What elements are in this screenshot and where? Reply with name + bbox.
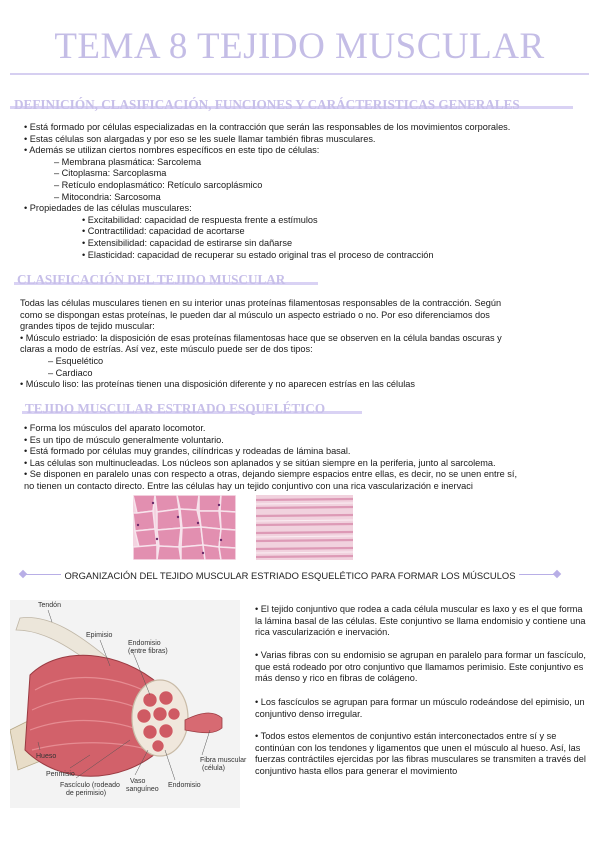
section-heading-estriado: TEJIDO MUSCULAR ESTRIADO ESQUELÉTICO bbox=[25, 401, 326, 416]
label-tendon: Tendón bbox=[38, 602, 61, 609]
paragraph-line: • Músculo liso: las proteínas tienen una disposición diferente y no aparecen estrías en las células bbox=[20, 379, 415, 390]
list-item: – Citoplasma: Sarcoplasma bbox=[54, 168, 167, 179]
label-endomisio-sub: (entre fibras) bbox=[128, 648, 168, 655]
list-item: – Cardiaco bbox=[48, 367, 93, 378]
label-vaso-sub: sanguíneo bbox=[126, 786, 159, 793]
title-divider bbox=[10, 73, 589, 75]
page-title: TEMA 8 TEJIDO MUSCULAR bbox=[54, 26, 545, 67]
longitudinal-micrograph bbox=[256, 495, 353, 560]
list-item: – Esquelético bbox=[48, 355, 104, 366]
paragraph-text: • Todos estos elementos de conjuntivo están interconectados entre sí y se continúan con los tendones y ligamentos que unen el músculo al hueso. Así, las fuerzas contráctiles ejercidas por las fibras musculares se transmiten a través del conjuntivo hasta ellos para generar el movimiento bbox=[255, 731, 586, 776]
list-item: – Mitocondria: Sarcosoma bbox=[54, 191, 161, 202]
organization-paragraph bbox=[255, 650, 590, 685]
list-item: • Excitabilidad: capacidad de respuesta frente a estímulos bbox=[82, 214, 318, 225]
list-item: • Está formado por células especializadas en la contracción que serán las responsables de los movimientos corporales. bbox=[24, 122, 511, 132]
paragraph-line: • Músculo estriado: la disposición de esas proteínas filamentosas hace que se observen en la célula bandas oscuras y bbox=[20, 332, 502, 343]
muscle-structure-diagram bbox=[10, 600, 247, 808]
label-fasciculo-sub: de perimisio) bbox=[66, 790, 107, 797]
list-item: • Elasticidad: capacidad de recuperar su estado original tras el proceso de contracción bbox=[82, 249, 434, 260]
list-item: • Además se utilizan ciertos nombres específicos en este tipo de células: bbox=[24, 145, 320, 156]
organization-heading-band bbox=[20, 566, 560, 582]
list-item: – Membrana plasmática: Sarcolema bbox=[54, 156, 202, 167]
label-hueso: Hueso bbox=[36, 753, 57, 760]
list-item: • Contractilidad: capacidad de acortarse bbox=[82, 226, 245, 237]
list-item: • Estas células son alargadas y por eso se les suele llamar también fibras musculares. bbox=[24, 133, 376, 144]
list-item: • Propiedades de las células musculares: bbox=[24, 203, 192, 214]
label-vaso: Vaso bbox=[130, 778, 146, 785]
list-item: • Forma los músculos del aparato locomotor. bbox=[24, 423, 206, 433]
list-item: • Está formado por células muy grandes, cilíndricas y rodeadas de lámina basal. bbox=[24, 446, 351, 457]
paragraph-text: • Los fascículos se agrupan para formar un músculo rodeándose del epimisio, un conjuntivo denso irregular. bbox=[255, 697, 585, 719]
list-item: • Extensibilidad: capacidad de estirarse sin dañarse bbox=[82, 237, 293, 248]
list-item: no tienen un contacto directo. Entre las células hay un tejido conjuntivo con una rica vascularización e inervaci bbox=[24, 480, 473, 491]
organization-heading: ORGANIZACIÓN DEL TEJIDO MUSCULAR ESTRIADO ESQUELÉTICO PARA FORMAR LOS MÚSCULOS bbox=[61, 570, 520, 581]
diamond-icon bbox=[553, 570, 561, 578]
section-heading-definicion: DEFINICIÓN, CLASIFICACIÓN, FUNCIONES Y CARÁCTERISTICAS GENERALES bbox=[14, 97, 520, 112]
list-item: • Se disponen en paralelo unas con respecto a otras, dejando siempre espacios entre ellas, es decir, no se unen entre sí, bbox=[24, 469, 518, 480]
cross-section-micrograph bbox=[133, 495, 236, 560]
label-perimisio: Perimisio bbox=[46, 771, 75, 778]
label-endomisio-2: Endomisio bbox=[168, 782, 201, 789]
label-epimisio: Epimisio bbox=[86, 632, 113, 639]
paragraph-line: claras a modo de estrías. Así vez, este músculo puede ser de dos tipos: bbox=[20, 344, 313, 355]
label-fibra-sub: (célula) bbox=[202, 765, 225, 772]
organization-paragraph bbox=[255, 731, 590, 777]
section-heading-clasificacion: CLASIFICACIÓN DEL TEJIDO MUSCULAR bbox=[17, 272, 286, 287]
muscle-illustration bbox=[10, 600, 240, 808]
section3-body bbox=[24, 423, 517, 493]
paragraph-line: Todas las células musculares tienen en su interior unas proteínas filamentosas responsables de la contracción. Según bbox=[20, 298, 502, 308]
organization-paragraph bbox=[255, 604, 590, 639]
list-item: – Retículo endoplasmático: Retículo sarcoplásmico bbox=[54, 179, 263, 190]
label-fasciculo: Fascículo (rodeado bbox=[60, 782, 120, 789]
section2-body bbox=[20, 298, 502, 391]
paragraph-text: • Varias fibras con su endomisio se agrupan en paralelo para formar un fascículo, que está rodeado por otro conjuntivo que llamamos perimisio. Este conjuntivo es más denso y rico en fibras de colágeno. bbox=[255, 650, 586, 684]
list-item: • Es un tipo de músculo generalmente voluntario. bbox=[24, 434, 224, 445]
section1-body bbox=[24, 122, 510, 261]
label-endomisio: Endomisio bbox=[128, 640, 161, 647]
paragraph-text: • El tejido conjuntivo que rodea a cada célula muscular es laxo y es el que forma la lámina basal de las células. Este conjuntivo se llama endomisio y contiene una rica vascularización e inervación. bbox=[255, 604, 586, 638]
paragraph-line: como se dispongan estas proteínas, le pueden dar al músculo un aspecto estriado o no. Por eso diferenciamos dos bbox=[20, 309, 490, 320]
label-fibra: Fibra muscular bbox=[200, 757, 247, 764]
organization-paragraph bbox=[255, 697, 590, 720]
paragraph-line: grandes tipos de tejido muscular: bbox=[20, 321, 155, 332]
list-item: • Las células son multinucleadas. Los núcleos son aplanados y se sitúan siempre en la periferia, junto al sarcolema. bbox=[24, 457, 496, 468]
